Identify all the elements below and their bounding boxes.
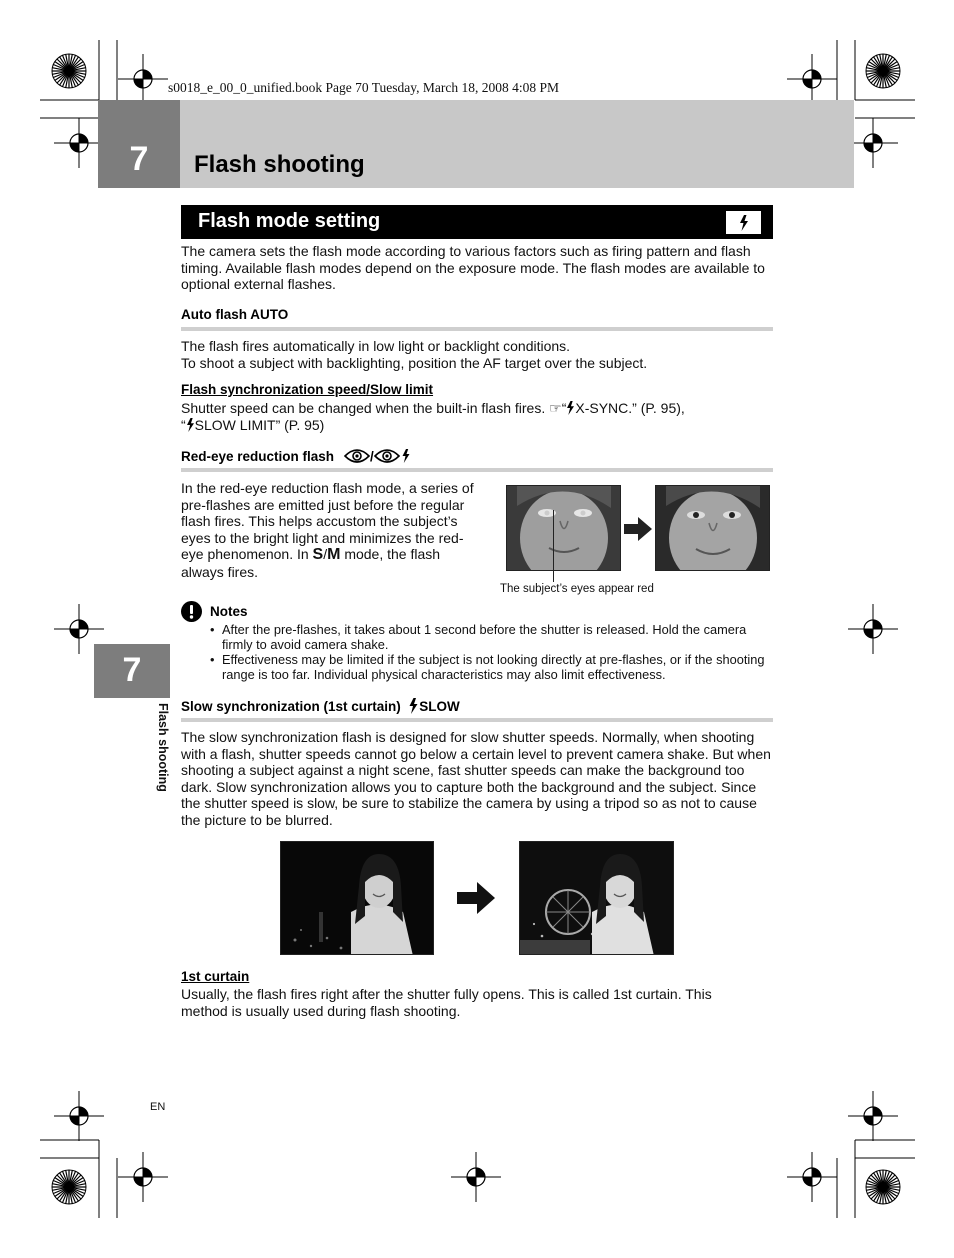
note-item: • After the pre-flashes, it takes about 1 second before the shutter is released. Hold the camera firmly to avoid camera shake. xyxy=(208,622,773,652)
red-eye-line: flash fires. This helps accustom the subject’s xyxy=(181,513,458,529)
eye-icon xyxy=(344,448,370,464)
auto-flash-text xyxy=(181,338,781,371)
red-eye-icons xyxy=(344,448,412,464)
flash-mode-badge xyxy=(726,211,761,234)
section-title: Flash mode setting xyxy=(198,210,381,232)
red-eye-line: pre-flashes are emitted just before the regular xyxy=(181,496,465,513)
arrow-right-icon xyxy=(624,517,652,541)
book-info-line: s0018_e_00_0_unified.book Page 70 Tuesday, March 18, 2008 4:08 PM xyxy=(168,80,559,95)
reference-icon: ☞ xyxy=(549,400,562,416)
red-eye-line xyxy=(181,546,491,564)
section-rule xyxy=(181,327,773,331)
red-eye-line: In the red-eye reduction flash mode, a series of xyxy=(181,480,474,496)
sync-speed-line-2b: SLOW LIMIT” (P. 95) xyxy=(194,416,325,433)
mode-s-symbol: S xyxy=(312,546,324,563)
first-curtain-paragraph: Usually, the flash fires right after the shutter fully opens. This is called 1st curtain. This method is usually used during flash shooting. xyxy=(181,986,712,1019)
sync-speed-line-2a: “ xyxy=(181,416,186,433)
notes-list xyxy=(208,622,773,682)
auto-flash-heading: Auto flash AUTO xyxy=(181,307,289,322)
chapter-number: 7 xyxy=(129,140,149,178)
chapter-title: Flash shooting xyxy=(194,151,365,178)
open-quote: “ xyxy=(561,400,567,416)
notes-heading: Notes xyxy=(210,604,248,619)
sync-speed-line-1a: Shutter speed can be changed when the built-in flash fires. xyxy=(181,400,550,416)
language-label: EN xyxy=(150,1101,166,1113)
red-eye-caption: The subject’s eyes appear red xyxy=(500,583,654,595)
slow-sync-photo-after xyxy=(519,841,674,955)
auto-flash-line-2: To shoot a subject with backlighting, position the AF target over the subject. xyxy=(181,354,648,371)
sync-speed-line-1b: X-SYNC.” (P. 95), xyxy=(575,400,685,416)
note-item: • Effectiveness may be limited if the subject is not looking directly at pre-flashes, or if the shooting range is too far. Individual physical characteristics may also limit effectiveness. xyxy=(208,652,773,682)
red-eye-line-part: eye phenomenon. In xyxy=(181,546,313,562)
slow-sync-paragraph: The slow synchronization flash is designed for slow shutter speeds. Normally, when shooting with a flash, shutter speeds cannot go below a certain level to prevent camera shake. But when shooting a subject against a night scene, fast shutter speeds can make the background too dark. Slow synchronization allows you to capture both the background and the subject. Since the shutter speed is slow, be sure to stabilize the camera by using a tripod so as not to cause the picture to be blurred. xyxy=(181,729,771,828)
sync-speed-text xyxy=(181,400,781,433)
warning-icon xyxy=(181,601,202,622)
section-rule xyxy=(181,468,773,472)
flash-icon xyxy=(566,401,575,415)
side-tab-number: 7 xyxy=(122,651,142,689)
slow-sync-photo-before xyxy=(280,841,434,955)
mode-m-symbol: M xyxy=(327,546,341,563)
notes-heading-row xyxy=(181,601,248,622)
mode-separator: / xyxy=(323,546,328,562)
auto-flash-line-1: The flash fires automatically in low light or backlight conditions. xyxy=(181,338,571,354)
red-eye-line: eyes to the bright light and minimizes the red- xyxy=(181,529,464,546)
slow-sync-mode: SLOW xyxy=(419,698,460,714)
flash-icon xyxy=(408,698,419,714)
red-eye-heading: Red-eye reduction flash xyxy=(181,448,335,464)
flash-icon xyxy=(186,418,195,432)
sync-speed-heading: Flash synchronization speed/Slow limit xyxy=(181,382,434,397)
slow-sync-heading-row xyxy=(181,698,460,714)
arrow-right-icon xyxy=(457,882,495,914)
intro-paragraph: The camera sets the flash mode according to various factors such as firing pattern and flash timing. Available flash modes depend on the exposure mode. The flash modes are available to optional external flashes. xyxy=(181,243,765,292)
caption-pointer-line xyxy=(553,510,554,582)
red-eye-line: always fires. xyxy=(181,563,259,580)
section-rule xyxy=(181,718,773,722)
side-tab-label-text: Flash shooting xyxy=(156,703,170,792)
icon-separator: / xyxy=(370,448,374,464)
red-eye-photo-after xyxy=(655,485,770,571)
flash-icon xyxy=(739,215,749,231)
red-eye-heading-row xyxy=(181,448,412,464)
eye-flash-icon xyxy=(374,448,412,464)
red-eye-photo-before xyxy=(506,485,621,571)
red-eye-line-part: mode, the flash xyxy=(340,546,441,562)
side-tab-label xyxy=(152,703,174,813)
first-curtain-heading: 1st curtain xyxy=(181,969,250,984)
slow-sync-heading: Slow synchronization (1st curtain) xyxy=(181,698,409,714)
red-eye-text xyxy=(181,480,491,580)
